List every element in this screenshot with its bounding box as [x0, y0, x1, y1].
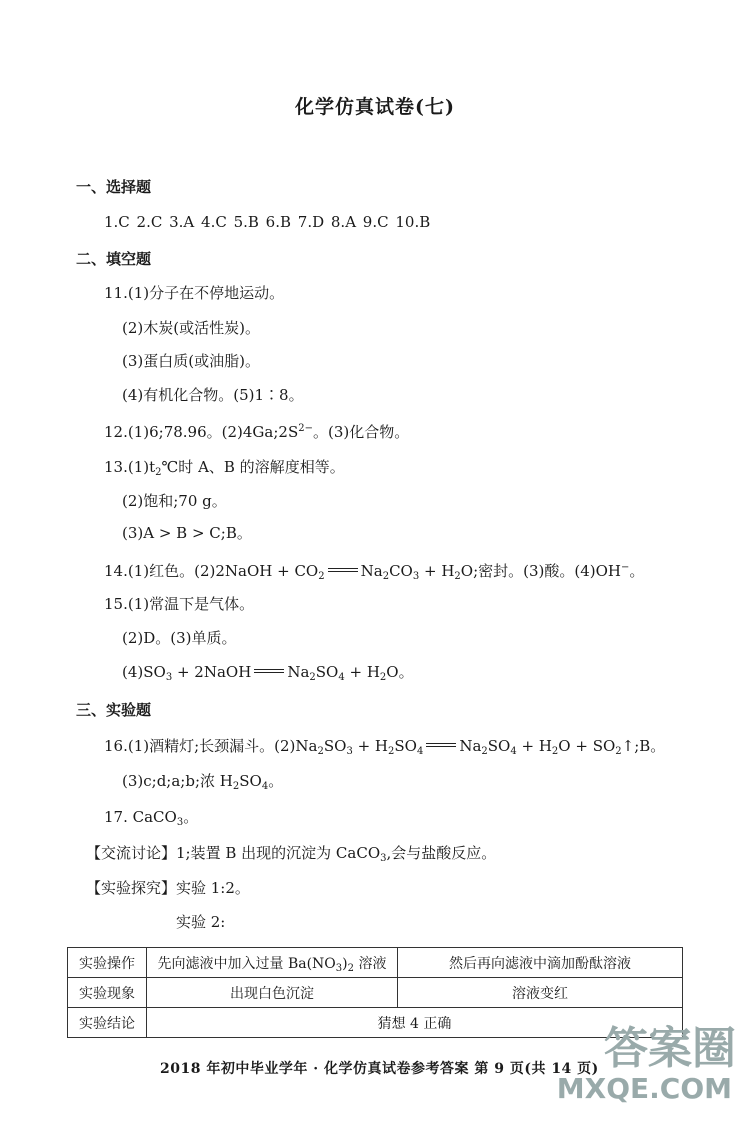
table-row — [68, 1008, 683, 1038]
answer-11-2: (2)木炭(或活性炭)。 — [122, 319, 260, 337]
table-header-conclusion: 实验结论 — [68, 1008, 147, 1038]
section-heading-experiment: 三、实验题 — [76, 701, 152, 719]
table-row — [68, 948, 683, 978]
answer-17: 17. CaCO$_3$。 — [104, 808, 199, 828]
answer-11-4: (4)有机化合物。(5)1∶8。 — [122, 386, 304, 404]
section-heading-choice: 一、选择题 — [76, 178, 152, 196]
table-cell: 溶液变红 — [398, 978, 683, 1008]
watermark-logo: 答案圈 — [604, 1023, 736, 1074]
table-cell: 然后再向滤液中滴加酚酞溶液 — [398, 948, 683, 978]
answer-16-3: (3)c;d;a;b;浓 $H_2SO_4$。 — [122, 772, 284, 792]
equals-sign — [328, 568, 358, 572]
answer-12: 12.(1)6;78.96。$(2)4Ga;2S^{2-}$。(3)化合物。 — [104, 423, 410, 441]
watermark-url: MXQE.COM — [556, 1072, 732, 1105]
answer-13-1: $13.(1)t_2℃$时 A、B 的溶解度相等。 — [104, 458, 345, 478]
answer-15-2: (2)D。(3)单质。 — [122, 629, 237, 647]
table-cell: 出现白色沉淀 — [147, 978, 398, 1008]
table-row — [68, 978, 683, 1008]
answer-13-3: (3)A > B > C;B。 — [122, 524, 252, 542]
choice-answers: 1.C 2.C 3.A 4.C 5.B 6.B 7.D 8.A 9.C 10.B — [104, 213, 431, 231]
table-cell: 先向滤液中加入过量 $Ba(NO_3)_2$ 溶液 — [147, 948, 398, 978]
answer-15-4: $(4)SO_3$ + 2NaOH $Na_2SO_4 + H_2O$。 — [122, 663, 414, 683]
answer-15-1: 15.(1)常温下是气体。 — [104, 595, 255, 613]
page-title: 化学仿真试卷(七) — [295, 96, 455, 118]
exploration-line: 【实验探究】实验 1:2。 — [86, 879, 250, 897]
answer-16-1: 16.(1)酒精灯;长颈漏斗。$(2)Na_2SO_3 + H_2SO_4$ $Na_2SO_4 + H_2O$ + $SO_2↑;B$。 — [104, 737, 666, 757]
experiment-table — [67, 947, 683, 1038]
equals-sign — [426, 743, 456, 747]
answer-13-2: (2)饱和;70 g。 — [122, 492, 227, 510]
table-header-operation: 实验操作 — [68, 948, 147, 978]
table-header-phenomenon: 实验现象 — [68, 978, 147, 1008]
answer-11-1: 11.(1)分子在不停地运动。 — [104, 284, 285, 302]
page-footer: 2018 年初中毕业学年 · 化学仿真试卷参考答案 第 9 页(共 14 页) — [160, 1061, 599, 1077]
answer-14: 14.(1)红色。(2)2NaOH + $CO_2$ $Na_2CO_3 + H_2O$;密封。(3)酸。(4)OH−。 — [104, 562, 645, 582]
discussion-line: 【交流讨论】1;装置 B 出现的沉淀为 CaCO$_3$,会与盐酸反应。 — [86, 844, 497, 864]
table-cell-merged: 猜想 4 正确 — [147, 1008, 683, 1038]
answer-11-3: (3)蛋白质(或油脂)。 — [122, 352, 260, 370]
equals-sign — [254, 669, 284, 673]
section-heading-fill: 二、填空题 — [76, 250, 152, 268]
experiment-2-label: 实验 2: — [176, 913, 226, 931]
